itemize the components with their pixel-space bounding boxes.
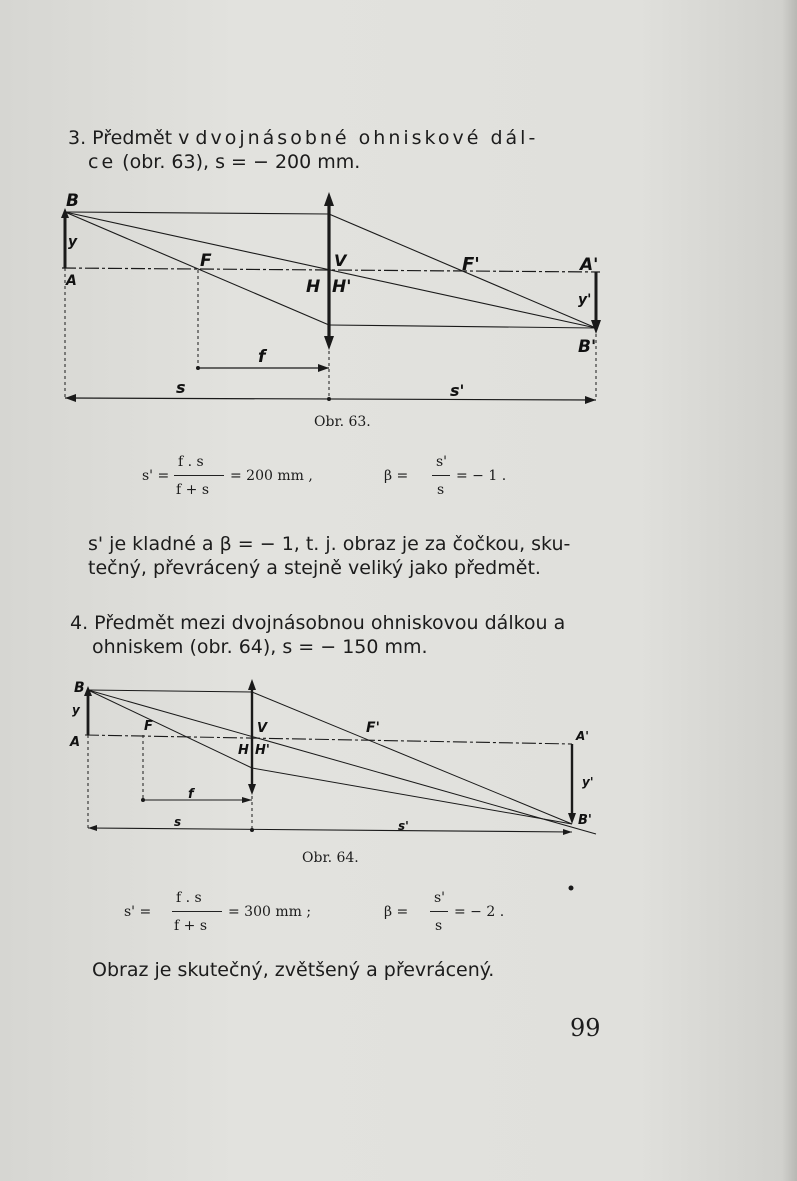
formula-63-denominator: f + s [176,482,209,498]
label-sprime: s' [450,381,465,400]
item4-line1: 4. Předmět mezi dvojnásobnou ohniskovou dálkou a [70,612,566,634]
lens-arrow-top [324,192,334,206]
label-f-64: f [188,787,194,802]
label-V: V [334,251,347,270]
formula-64-numerator: f . s [176,890,202,906]
label-y-64: y [72,703,80,717]
label-s: s [176,378,186,397]
dim-f-arrow-64 [242,797,252,803]
formula-64 [124,888,554,938]
item3-line1-start: 3. Předmět v [68,127,196,149]
formula-63-beta-den: s [437,482,445,498]
formula-63-beta: β = [384,468,409,484]
dim-f-arrow [318,364,329,372]
dim-f-dot-64 [141,798,145,802]
label-Bprime: B' [578,337,597,357]
figure-64-caption: Obr. 64. [302,850,359,866]
formula-63-result: = 200 mm , [230,468,313,484]
formula-63 [142,452,562,502]
formula-64-beta-den: s [435,918,443,934]
label-yprime-64: y' [582,775,594,789]
label-A-64: A [70,735,81,750]
item3-line1-spaced: dvojnásobné ohniskové dál- [195,127,539,149]
label-Fprime-64: F' [366,720,380,736]
dim-s-dot [327,397,331,401]
lens-arrow-bottom [324,336,334,350]
formula-63-sprime: s' = [142,468,170,484]
formula-63-numerator: f . s [178,454,204,470]
dim-s-arrow-right-64 [563,829,572,835]
result3-line2: tečný, převrácený a stejně veliký jako předmět. [88,557,541,579]
label-F-64: F [144,719,153,734]
label-Aprime-64: A' [576,729,589,743]
formula-64-result: = 300 mm ; [228,904,312,920]
ray-parallel-64 [88,690,252,692]
dim-s-dot-64 [250,828,254,832]
label-Hprime-64: H' [255,743,270,758]
formula-63-bar [174,475,224,476]
lens-arrow-top-64 [248,679,256,690]
item4-line2: ohniskem (obr. 64), s = − 150 mm. [92,636,428,658]
ray-after-lens-64 [252,768,572,824]
optical-axis-64 [85,735,572,744]
label-A: A [66,273,77,289]
item3-line2-spaced: ce [88,151,117,173]
formula-64-bar [172,911,222,912]
ink-dot [569,886,574,891]
label-F: F [200,251,212,271]
formula-63-beta-result: = − 1 . [456,468,507,484]
formula-64-denominator: f + s [174,918,207,934]
label-Bprime-64: B' [578,813,592,828]
label-V-64: V [257,721,268,736]
page-number: 99 [570,1014,601,1042]
result4-line1: Obraz je skutečný, zvětšený a převrácený. [92,959,495,981]
dim-s-arrow-left [65,394,76,402]
formula-64-beta-bar [430,911,448,912]
label-s-64: s [174,815,182,829]
ray-fprime-64 [252,692,572,824]
lens-arrow-bottom-64 [248,784,256,795]
label-sprime-64: s' [398,819,409,833]
label-B: B [66,191,79,211]
formula-64-beta: β = [384,904,409,920]
label-f: f [258,347,266,367]
formula-63-beta-bar [432,475,450,476]
dim-s-arrow-right [585,396,596,404]
formula-64-beta-num: s' [434,890,446,906]
ray-center-64 [88,690,596,834]
figure-63-caption: Obr. 63. [314,414,371,430]
label-B-64: B [74,680,85,696]
ray-after-lens [329,325,596,328]
label-H-64: H [238,743,249,758]
dim-s-64 [88,828,572,832]
label-y: y [68,234,78,250]
label-H: H [306,277,321,297]
ray-parallel [65,212,329,214]
dim-f-dot [196,366,200,370]
formula-63-beta-num: s' [436,454,448,470]
result3-line1: s' je kladné a β = − 1, t. j. obraz je za čočkou, sku- [88,533,571,555]
label-yprime: y' [578,292,592,308]
item3-line2-rest: (obr. 63), s = − 200 mm. [116,151,361,173]
dim-s-arrow-left-64 [88,825,97,831]
label-Hprime: H' [332,277,352,297]
label-Fprime: F' [462,254,480,275]
formula-64-sprime: s' = [124,904,152,920]
formula-64-beta-result: = − 2 . [454,904,505,920]
label-Aprime: A' [580,255,599,275]
